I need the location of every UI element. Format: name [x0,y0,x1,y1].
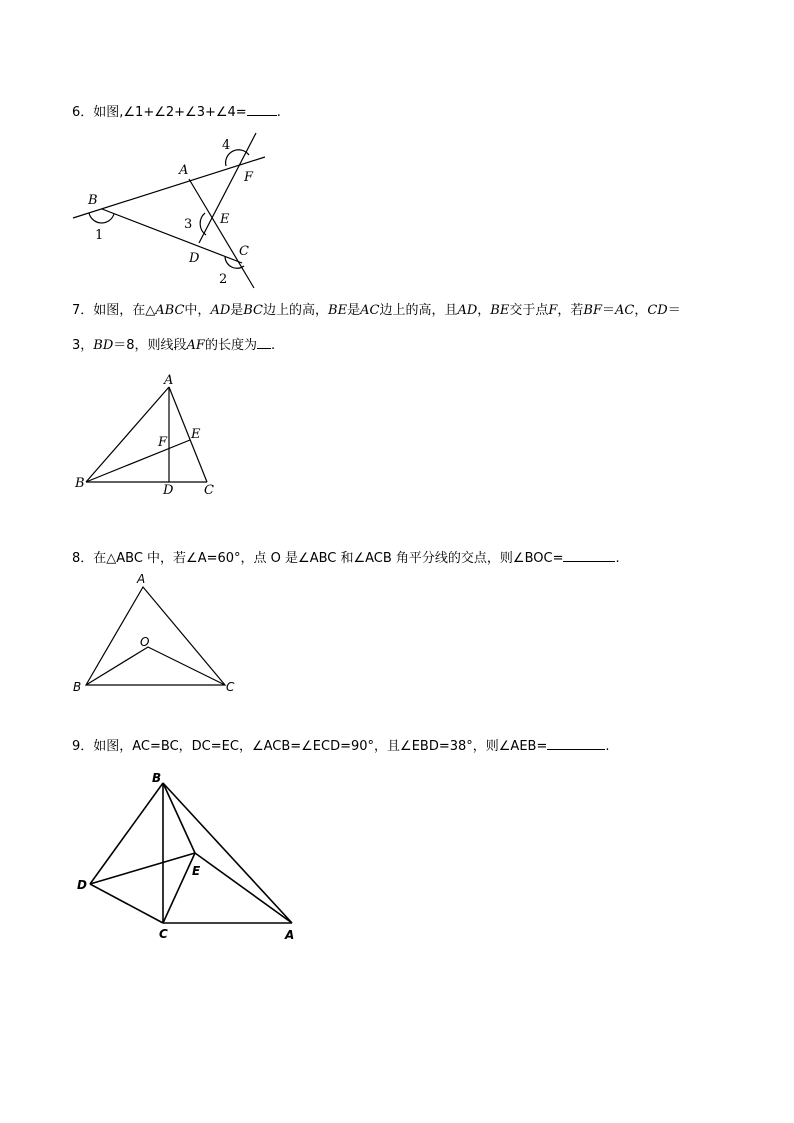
q7-be: BE [328,303,348,318]
q6-label-1: 1 [95,228,104,243]
q9-label-e: E [192,864,201,878]
q7-cd: CD [647,303,668,318]
q7-label-a: A [164,373,174,388]
q7-abc: ABC [155,303,185,318]
q6-label-c: C [239,244,249,259]
q6-label-e: E [220,212,230,227]
q6-text: 6．如图,∠1+∠2+∠3+∠4= [72,105,247,120]
q6-label-a: A [179,163,189,178]
q7-text: ， [634,303,648,318]
q7-label-d: D [163,483,174,498]
q7-label-f: F [158,435,168,450]
q7-af: AF [186,338,205,353]
q7-text: ， [477,303,491,318]
q7-be: BE [490,303,510,318]
q9-label-c: C [159,927,168,941]
q8-text: 8．在△ABC 中，若∠A=60°，点 O 是∠ABC 和∠ACB 角平分线的交点，则∠BOC= [72,551,564,566]
q6-label-4: 4 [222,138,231,153]
q9-seg-bd [90,783,163,884]
q7-bc: BC [243,303,264,318]
q8-label-c: C [226,680,235,694]
q6-label-f: F [244,170,254,185]
q9-seg-ea [195,853,292,923]
q9-label-a: A [285,928,295,942]
q7-text: ＝ [601,303,615,318]
q7-text: 3， [72,338,94,353]
q9-seg-ba [163,783,292,923]
q7-f: F [548,303,558,318]
q7-text: ＝ [667,303,681,318]
q7-text: 是 [347,303,361,318]
q7-bf: BF [583,303,602,318]
q7-text: ＝8，则线段 [113,338,187,353]
q6-label-d: D [189,251,200,266]
q8-end: . [615,551,620,566]
q7-ac: AC [360,303,380,318]
q9-label-d: D [77,878,87,892]
q9-seg-de [90,853,195,884]
q6-end: . [276,105,281,120]
q9-seg-be [163,783,195,853]
q9-seg-ce [163,853,195,923]
q7-label-c: C [204,483,214,498]
q7-text: 的长度为 [204,338,257,353]
q9-text: 9．如图，AC=BC，DC=EC，∠ACB=∠ECD=90°，且∠EBD=38°，则∠AEB= [72,739,548,754]
q7-text: 交于点 [509,303,549,318]
q9-end: . [605,739,610,754]
q7-bd: BD [93,338,114,353]
q8-label-b: B [73,680,82,694]
q7-end: . [270,338,276,353]
q7-ad: AD [210,303,231,318]
q7-ad: AD [457,303,478,318]
q8-label-a: A [137,572,146,586]
q8-label-o: O [140,635,150,649]
q7-text: 是 [230,303,244,318]
q7-text: 边上的高，且 [379,303,458,318]
q9-seg-dc [90,884,163,923]
q7-text: 边上的高， [263,303,329,318]
q7-ac: AC [614,303,635,318]
q7-text: ，若 [557,303,584,318]
q6-label-b: B [88,193,98,208]
q6-label-2: 2 [219,272,228,287]
q7-label-b: B [75,476,85,491]
q6-label-3: 3 [184,217,193,232]
q7-text: 中， [184,303,211,318]
q7-label-e: E [191,427,201,442]
q7-text: 7．如图，在△ [72,303,156,318]
q9-label-b: B [152,771,162,785]
